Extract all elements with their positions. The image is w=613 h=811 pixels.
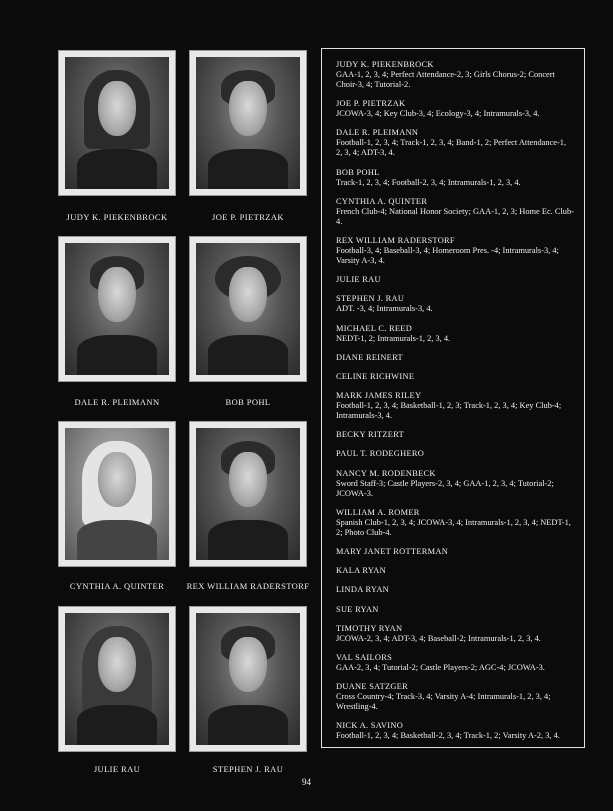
roster-entry <box>336 236 574 266</box>
roster-activities: Football-1, 2, 3, 4; Basketball-2, 3, 4; Track-1, 2; Varsity A-2, 3, 4. <box>336 731 560 741</box>
roster-activities: Football-1, 2, 3, 4; Basketball-1, 2, 3; Track-1, 2, 3, 4; Key Club-4; Intramurals-3, 4. <box>336 401 562 421</box>
roster-entry <box>336 128 574 158</box>
roster-name: PAUL T. RODEGHERO <box>336 449 425 459</box>
roster-entry <box>336 353 574 363</box>
portrait-photo <box>189 606 307 752</box>
roster-activities: JCOWA-2, 3, 4; ADT-3, 4; Baseball-2; Intramurals-1, 2, 3, 4. <box>336 633 541 643</box>
roster-name: TIMOTHY RYAN <box>336 623 403 633</box>
roster-activities: French Club-4; National Honor Society; GAA-1, 2, 3; Home Ec. Club-4. <box>336 206 574 226</box>
roster-activities: Track-1, 2, 3, 4; Football-2, 3, 4; Intramurals-1, 2, 3, 4. <box>336 177 521 187</box>
roster-name: JUDY K. PIEKENBROCK <box>336 60 434 69</box>
roster-name: BOB POHL <box>336 167 380 177</box>
roster-entry <box>336 197 574 227</box>
portrait-caption: BOB POHL <box>225 397 271 407</box>
roster-entry <box>336 508 574 538</box>
roster-name: VAL SAILORS <box>336 652 393 662</box>
roster-entry <box>336 99 574 119</box>
roster-entry <box>336 469 574 499</box>
portrait-photo <box>58 50 176 196</box>
roster-name: REX WILLIAM RADERSTORF <box>336 235 455 245</box>
roster-entry <box>336 566 574 576</box>
roster-name: WILLIAM A. ROMER <box>336 507 420 517</box>
page-number: 94 <box>302 777 311 787</box>
roster-entry <box>336 372 574 382</box>
roster-name: CELINE RICHWINE <box>336 371 415 381</box>
portrait-caption: REX WILLIAM RADERSTORF <box>186 581 310 591</box>
roster-entry <box>336 60 574 90</box>
roster-activities: Cross Country-4; Track-3, 4; Varsity A-4; Intramurals-1, 2, 3, 4; Wrestling-4. <box>336 692 551 712</box>
roster-activities: Sword Staff-3; Castle Players-2, 3, 4; GAA-1, 2, 3, 4; Tutorial-2; JCOWA-3. <box>336 478 554 498</box>
roster-name: MARY JANET ROTTERMAN <box>336 547 449 556</box>
roster-entry <box>336 682 574 712</box>
roster-entry <box>336 653 574 673</box>
roster-entry <box>336 449 574 459</box>
portrait-photo <box>189 50 307 196</box>
roster-entry <box>336 430 574 440</box>
portrait-caption: STEPHEN J. RAU <box>212 764 284 774</box>
roster-activities: Football-3, 4; Baseball-3, 4; Homeroom Pres. -4; Intramurals-3, 4; Varsity A-3, 4. <box>336 245 559 265</box>
portrait-caption: CYNTHIA A. QUINTER <box>69 581 165 591</box>
portrait-photo <box>58 421 176 567</box>
roster-name: CYNTHIA A. QUINTER <box>336 196 428 206</box>
roster-name: MICHAEL C. REED <box>336 323 413 333</box>
roster-name: DALE R. PLEIMANN <box>336 128 419 138</box>
roster-entry <box>336 624 574 644</box>
roster-name: JULIE RAU <box>336 275 381 285</box>
roster-entry <box>336 275 574 285</box>
roster-name: LINDA RYAN <box>336 585 390 595</box>
portrait-photo <box>189 421 307 567</box>
roster-activities: GAA-2, 3, 4; Tutorial-2; Castle Players-2; AGC-4; JCOWA-3. <box>336 662 545 672</box>
roster-activities: Football-1, 2, 3, 4; Track-1, 2, 3, 4; Band-1, 2; Perfect Attendance-1, 2, 3, 4; ADT-3, 4. <box>336 138 567 158</box>
portrait-photo <box>189 236 307 382</box>
roster-name: BECKY RITZERT <box>336 430 404 440</box>
roster-entry <box>336 324 574 344</box>
portrait-photo <box>58 606 176 752</box>
roster-name: SUE RYAN <box>336 604 379 614</box>
roster-entry <box>336 391 574 421</box>
roster-entry <box>336 585 574 595</box>
roster-activities: ADT. -3, 4; Intramurals-3, 4. <box>336 304 433 314</box>
portrait-caption: JUDY K. PIEKENBROCK <box>66 212 168 222</box>
roster-entry <box>336 168 574 188</box>
roster-name: JOE P. PIETRZAK <box>336 99 406 109</box>
senior-activities-roster <box>321 48 585 748</box>
roster-name: DIANE REINERT <box>336 352 403 362</box>
portrait-photo <box>58 236 176 382</box>
roster-activities: GAA-1, 2, 3, 4; Perfect Attendance-2, 3; Girls Chorus-2; Concert Choir-3, 4; Tutorial-2. <box>336 70 555 89</box>
roster-entry <box>336 605 574 615</box>
roster-name: MARK JAMES RILEY <box>336 391 422 401</box>
roster-name: DUANE SATZGER <box>336 682 409 692</box>
roster-activities: JCOWA-3, 4; Key Club-3, 4; Ecology-3, 4; Intramurals-3, 4. <box>336 109 540 119</box>
roster-name: KALA RYAN <box>336 566 386 576</box>
roster-activities: Spanish Club-1, 2, 3, 4; JCOWA-3, 4; Intramurals-1, 2, 3, 4; NEDT-1, 2; Photo Club-4. <box>336 517 571 537</box>
roster-entry <box>336 294 574 314</box>
portrait-caption: DALE R. PLEIMANN <box>74 397 160 407</box>
roster-entry <box>336 547 574 557</box>
roster-name: NANCY M. RODENBECK <box>336 468 436 478</box>
roster-entry <box>336 721 574 741</box>
roster-activities: NEDT-1, 2; Intramurals-1, 2, 3, 4. <box>336 333 451 343</box>
roster-name: STEPHEN J. RAU <box>336 294 405 304</box>
roster-name: NICK A. SAVINO <box>336 721 404 731</box>
portrait-caption: JOE P. PIETRZAK <box>212 212 284 222</box>
portrait-caption: JULIE RAU <box>93 764 141 774</box>
